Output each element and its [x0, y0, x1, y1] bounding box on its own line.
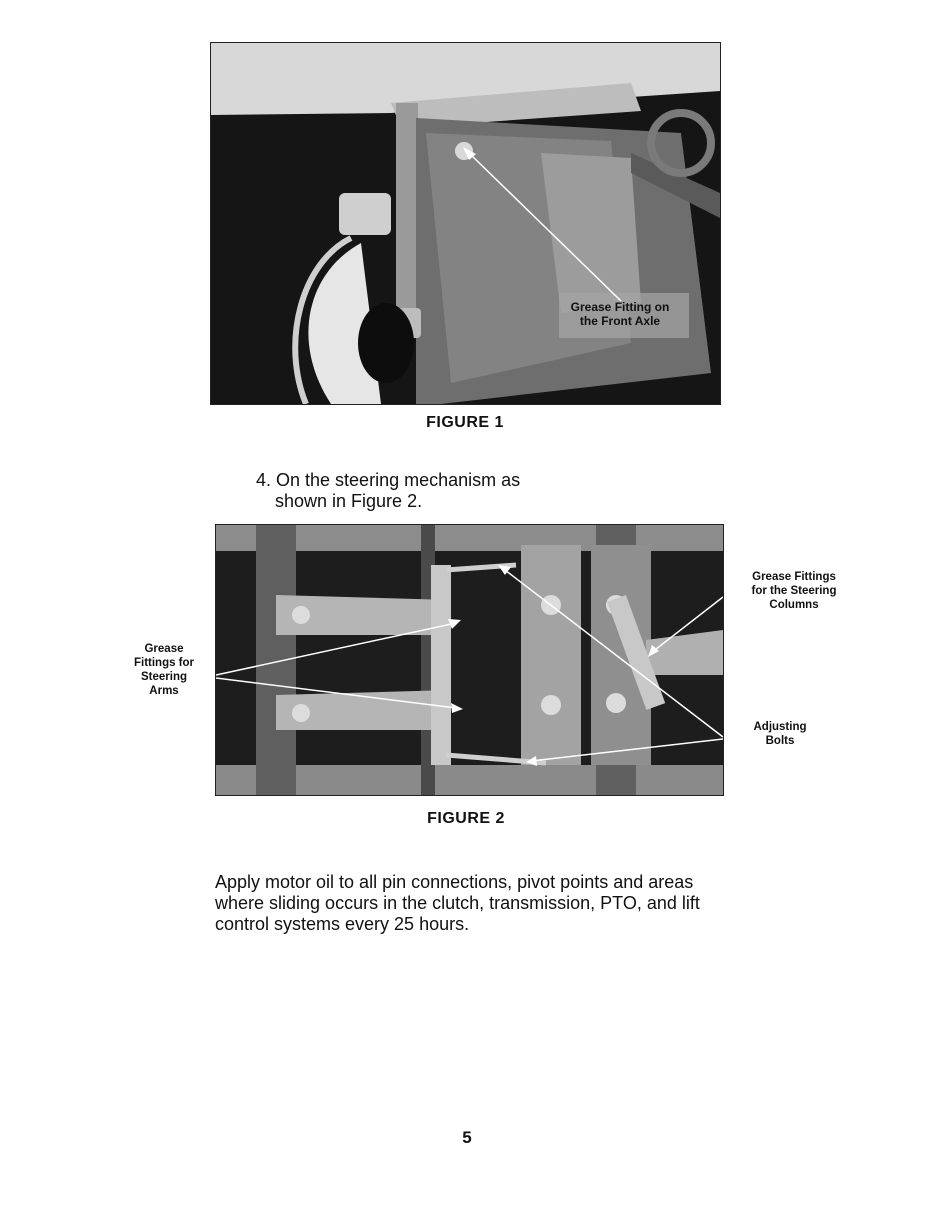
figure-1-callout: [555, 300, 685, 328]
figure-2-callout-adjusting-bolts: [740, 720, 820, 748]
step-4-line1: 4. On the steering mechanism as: [256, 470, 521, 490]
callout-top-right-line2: for the Steering: [751, 585, 837, 597]
page-number: 5: [462, 1128, 472, 1147]
figure-1-illustration: [211, 43, 720, 404]
figure-2-callout-steering-arms: [126, 642, 202, 698]
figure-2-callout-steering-columns: [740, 570, 848, 612]
callout-left-line2: Fittings for: [133, 657, 195, 669]
figure-2-caption: FIGURE 2: [427, 810, 505, 827]
paragraph-line3: control systems every 25 hours.: [215, 914, 470, 934]
paragraph-line1: Apply motor oil to all pin connections, pivot points and areas: [215, 872, 694, 892]
figure-1-caption: FIGURE 1: [426, 414, 504, 431]
callout-top-right-line1: Grease Fittings: [752, 571, 836, 583]
figure-1-photo: [210, 42, 721, 405]
callout-bottom-right-line1: Adjusting: [753, 721, 807, 733]
paragraph-line2: where sliding occurs in the clutch, transmission, PTO, and lift: [215, 893, 700, 913]
callout-left-line4: Arms: [149, 685, 179, 697]
callout-top-right-line3: Columns: [769, 599, 819, 611]
step-4-line2: shown in Figure 2.: [275, 491, 423, 511]
figure-2-illustration: [216, 525, 723, 795]
figure-2-photo: [215, 524, 724, 796]
callout-bottom-right-line2: Bolts: [765, 735, 795, 747]
step-4-text: [256, 470, 520, 512]
figure-1-callout-line2: the Front Axle: [579, 314, 661, 328]
callout-left-line1: Grease: [144, 643, 184, 655]
figure-1-callout-line1: Grease Fitting on: [570, 300, 670, 314]
callout-left-line3: Steering: [140, 671, 187, 683]
lubrication-paragraph: [215, 872, 735, 935]
